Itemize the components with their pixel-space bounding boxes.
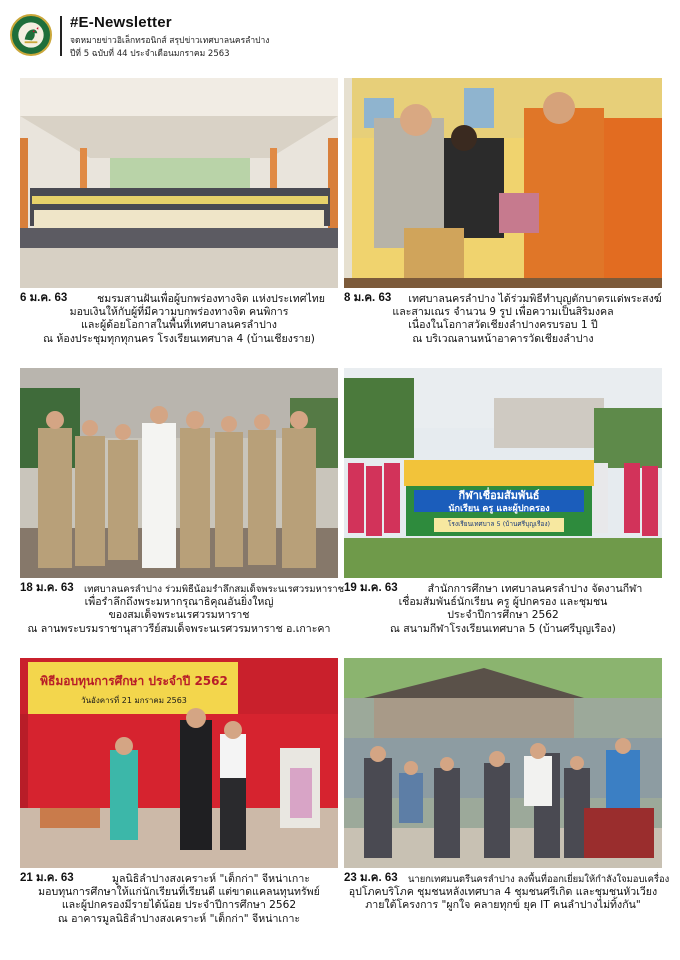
news-date: 6 ม.ค. 63 (20, 292, 68, 304)
news-text-line: เทศบาลนครลำปาง ได้ร่วมพิธีทำบุญตักบาตรแด่พระสงฆ์ (408, 293, 662, 305)
news-text-line: เนื่องในโอกาสวัดเชียงลำปางครบรอบ 1 ปี (408, 319, 598, 332)
header-divider (60, 16, 62, 56)
photo-scholarship (20, 658, 338, 868)
news-date: 18 ม.ค. 63 (20, 582, 74, 594)
news-text-line: เทศบาลนครลำปาง ร่วมพิธีน้อมรำลึกสมเด็จพระนเรศวรมหาราช (84, 584, 345, 595)
photo-community-visit (344, 658, 662, 868)
newsletter-title: #E-Newsletter (70, 14, 172, 31)
news-item-6 (344, 872, 670, 932)
newsletter-subtitle: จดหมายข่าวอิเล็กทรอนิกส์ สรุปข่าวเทศบาลนครลำปาง (70, 36, 270, 46)
news-item-2 (344, 292, 662, 356)
scholarship-banner-date: วันอังคารที่ 21 มกราคม 2563 (81, 696, 187, 705)
news-text-line: ของสมเด็จพระนเรศวรมหาราช (108, 609, 250, 622)
news-date: 21 ม.ค. 63 (20, 872, 74, 884)
photo-merit-making (344, 78, 662, 288)
news-text-line: เพื่อรำลึกถึงพระมหากรุณาธิคุณอันยิ่งใหญ่ (84, 596, 274, 609)
sports-banner-subtitle: นักเรียน ครู และผู้ปกครอง (448, 504, 550, 514)
sports-banner-school: โรงเรียนเทศบาล 5 (บ้านศรีบุญเรือง) (447, 520, 551, 528)
news-text-line: และผู้ด้อยโอกาสในพื้นที่เทศบาลนครลำปาง (81, 319, 277, 332)
photo-naresuan-ceremony (20, 368, 338, 578)
news-text-line: อุปโภคบริโภค ชุมชนหลังเทศบาล 4 ชุมชนศรีเกิด และชุมชนหัวเวียง (348, 886, 658, 899)
photo-sports-day (344, 368, 662, 578)
news-text-line: ประจำปีการศึกษา 2562 (447, 609, 559, 622)
news-date: 19 ม.ค. 63 (344, 582, 398, 594)
news-text-line: ภายใต้โครงการ "ผูกใจ คลายทุกข์ ยุค IT คนลำปางไม่ทิ้งกัน" (365, 899, 641, 912)
news-item-5 (20, 872, 338, 942)
news-text-line: และสามเณร จำนวน 9 รูป เพื่อความเป็นสิริมงคล (392, 306, 614, 319)
news-text-line: สำนักการศึกษา เทศบาลนครลำปาง จัดงานกีฬา (427, 583, 643, 595)
news-text-line: ณ บริเวณลานหน้าอาคารวัดเชียงลำปาง (412, 332, 594, 345)
news-text-line: ชมรมสานฝันเพื่อผู้บกพร่องทางจิต แห่งประเทศไทย (97, 293, 325, 305)
news-text-line: มูลนิธิลำปางสงเคราะห์ "เต็กก่า" จีหน่าเกาะ (112, 873, 310, 885)
news-text-line: ณ อาคารมูลนิธิลำปางสงเคราะห์ "เต็กก่า" จีหน่าเกาะ (57, 912, 301, 925)
news-text-line: เชื่อมสัมพันธ์นักเรียน ครู ผู้ปกครอง และชุมชน (398, 596, 608, 609)
news-item-4 (344, 582, 662, 646)
newsletter-issue: ปีที่ 5 ฉบับที่ 44 ประจำเดือนมกราคม 2563 (70, 49, 230, 59)
news-text-line: ณ สนามกีฬาโรงเรียนเทศบาล 5 (บ้านศรีบุญเรือง) (390, 622, 616, 635)
sports-banner-title: กีฬาเชื่อมสัมพันธ์ (458, 489, 540, 502)
news-text-line: และผู้ปกครองมีรายได้น้อย ประจำปีการศึกษา 2562 (61, 899, 297, 912)
news-text-line: มอบเงินให้กับผู้ที่มีความบกพร่องทางจิต คนพิการ (69, 306, 289, 319)
news-text-line: มอบทุนการศึกษาให้แก่นักเรียนที่เรียนดี แต่ขาดแคลนทุนทรัพย์ (38, 886, 320, 899)
news-text-line: ณ ห้องประชุมทุกทุกนคร โรงเรียนเทศบาล 4 (บ้านเชียงราย) (43, 332, 315, 345)
news-date: 8 ม.ค. 63 (344, 292, 392, 304)
news-text-line: นายกเทศมนตรีนครลำปาง ลงพื้นที่ออกเยี่ยมให้กำลังใจมอบเครื่อง (408, 874, 670, 885)
photo-donation-event (20, 78, 338, 288)
news-item-3 (20, 582, 345, 646)
newsletter-header (0, 0, 680, 70)
scholarship-banner-title: พิธีมอบทุนการศึกษา ประจำปี 2562 (40, 674, 228, 688)
news-date: 23 ม.ค. 63 (344, 872, 398, 884)
city-logo (10, 14, 52, 56)
news-text-line: ณ ลานพระบรมราชานุสาวรีย์สมเด็จพระนเรศวรมหาราช อ.เกาะคา (27, 622, 331, 635)
news-item-1 (20, 292, 338, 356)
